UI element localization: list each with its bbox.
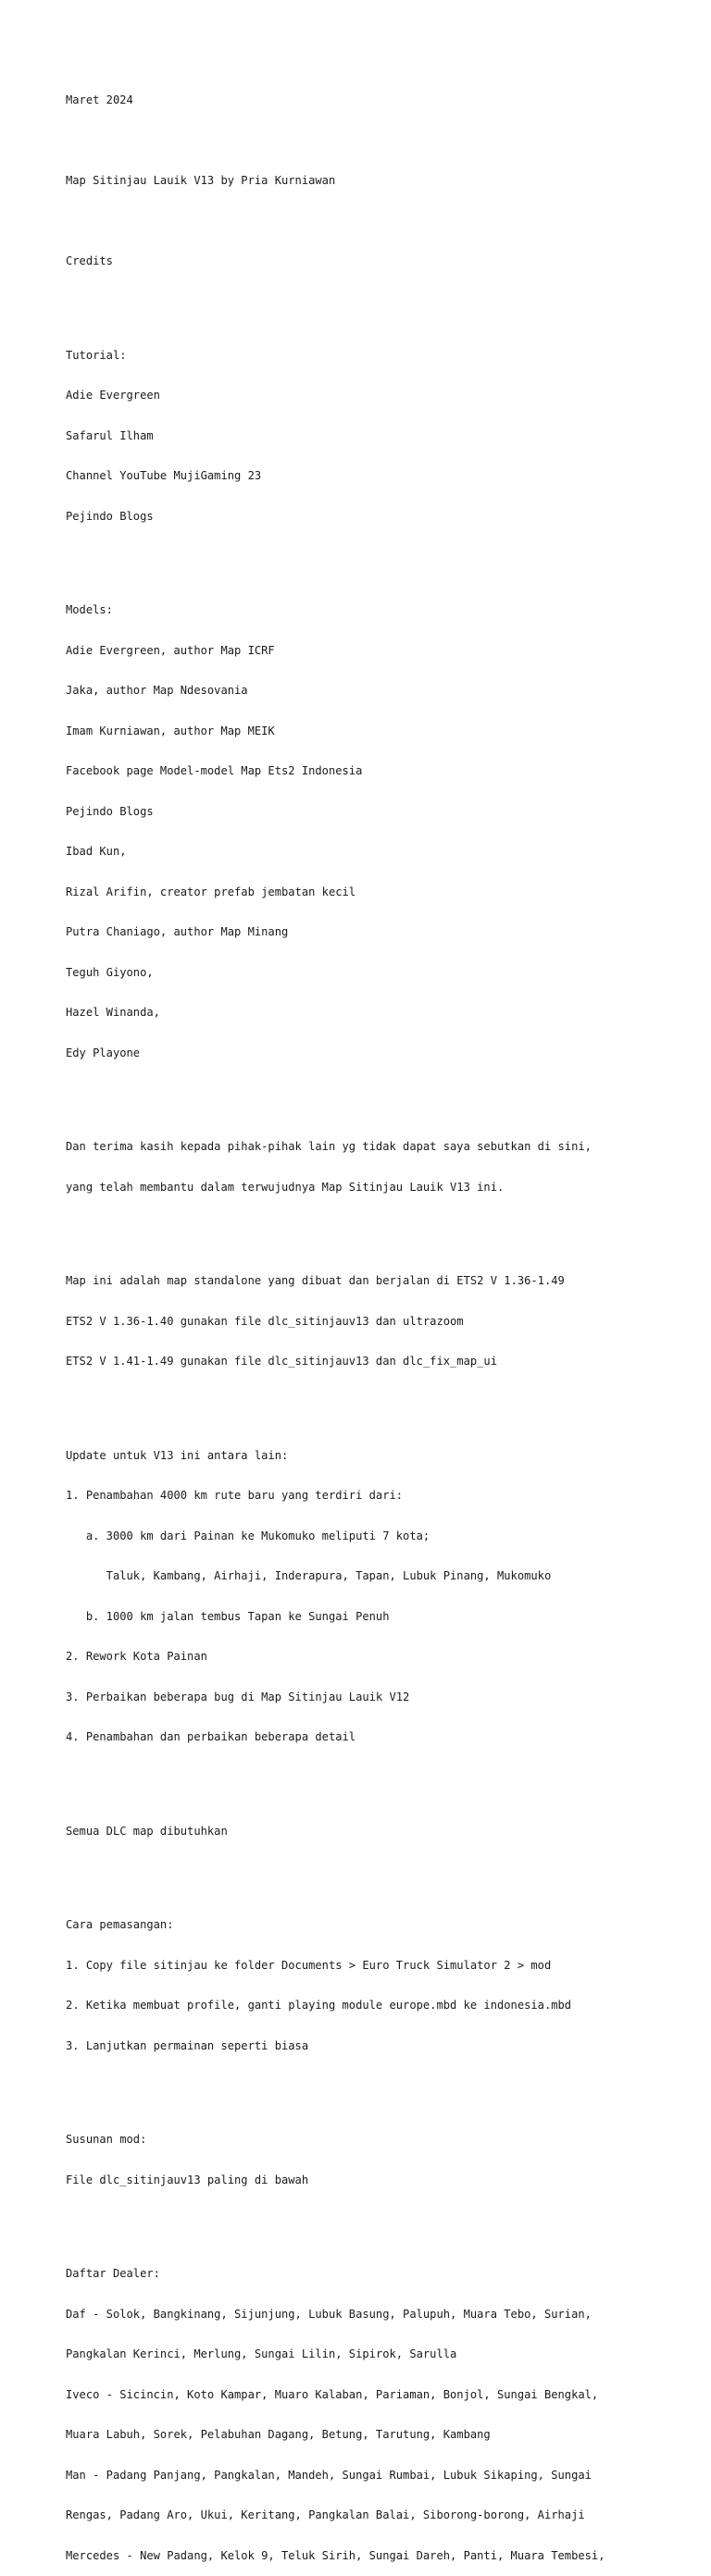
spacer: [66, 1771, 692, 1785]
dealer-line: Muara Labuh, Sorek, Pelabuhan Dagang, Betung, Tarutung, Kambang: [66, 2428, 491, 2441]
models-item: Edy Playone: [66, 1046, 141, 1059]
update-line: 1. Penambahan 4000 km rute baru yang terdiri dari:: [66, 1489, 404, 1502]
models-item: Jaka, author Map Ndesovania: [66, 684, 248, 697]
spacer: [66, 215, 692, 229]
update-line: 2. Rework Kota Painan: [66, 1650, 207, 1663]
compat-line: ETS2 V 1.36-1.40 gunakan file dlc_sitinjauv13 dan ultrazoom: [66, 1314, 464, 1328]
document-body: [66, 67, 692, 2576]
dealer-line: Rengas, Padang Aro, Ukui, Keritang, Pangkalan Balai, Siborong-borong, Airhaji: [66, 2508, 585, 2521]
spacer: [66, 1220, 692, 1234]
spacer: [66, 295, 692, 309]
tutorial-heading: Tutorial:: [66, 348, 127, 362]
spacer: [66, 1086, 692, 1100]
install-line: 3. Lanjutkan permainan seperti biasa: [66, 2038, 309, 2052]
spacer: [66, 2079, 692, 2093]
install-line: 1. Copy file sitinjau ke folder Documents > Euro Truck Simulator 2 > mod: [66, 1958, 552, 1972]
update-line: 3. Perbaikan beberapa bug di Map Sitinjau Lauik V12: [66, 1690, 410, 1703]
models-item: Rizal Arifin, creator prefab jembatan kecil: [66, 885, 356, 898]
models-item: Ibad Kun,: [66, 845, 127, 858]
spacer: [66, 1864, 692, 1878]
update-line: b. 1000 km jalan tembus Tapan ke Sungai Penuh: [66, 1609, 390, 1623]
models-item: Imam Kurniawan, author Map MEIK: [66, 724, 275, 737]
models-heading: Models:: [66, 603, 113, 616]
spacer: [66, 2213, 692, 2227]
dealer-line: Iveco - Sicincin, Koto Kampar, Muaro Kalaban, Pariaman, Bonjol, Sungai Bengkal,: [66, 2387, 599, 2401]
compat-line: ETS2 V 1.41-1.49 gunakan file dlc_sitinjauv13 dan dlc_fix_map_ui: [66, 1355, 497, 1368]
update-heading: Update untuk V13 ini antara lain:: [66, 1448, 289, 1462]
dealer-line: Pangkalan Kerinci, Merlung, Sungai Lilin, Sipirok, Sarulla: [66, 2347, 457, 2360]
document-title: Map Sitinjau Lauik V13 by Pria Kurniawan: [66, 174, 336, 187]
spacer: [66, 134, 692, 148]
install-heading: Cara pemasangan:: [66, 1918, 174, 1931]
spacer: [66, 550, 692, 564]
compat-line: Map ini adalah map standalone yang dibuat dan berjalan di ETS2 V 1.36-1.49: [66, 1274, 565, 1287]
models-item: Putra Chaniago, author Map Minang: [66, 925, 289, 938]
tutorial-item: Channel YouTube MujiGaming 23: [66, 469, 262, 482]
update-line: Taluk, Kambang, Airhaji, Inderapura, Tapan, Lubuk Pinang, Mukomuko: [66, 1569, 552, 1582]
models-item: Facebook page Model-model Map Ets2 Indonesia: [66, 764, 363, 777]
dealer-line: Man - Padang Panjang, Pangkalan, Mandeh, Sungai Rumbai, Lubuk Sikaping, Sungai: [66, 2468, 592, 2482]
models-item: Teguh Giyono,: [66, 965, 154, 979]
credits-heading: Credits: [66, 254, 113, 267]
update-line: a. 3000 km dari Painan ke Mukomuko meliputi 7 kota;: [66, 1529, 430, 1542]
dealers-heading: Daftar Dealer:: [66, 2267, 160, 2280]
update-line: 4. Penambahan dan perbaikan beberapa detail: [66, 1730, 356, 1743]
thanks-line: Dan terima kasih kepada pihak-pihak lain yg tidak dapat saya sebutkan di sini,: [66, 1140, 592, 1153]
tutorial-item: Adie Evergreen: [66, 389, 160, 402]
tutorial-item: Pejindo Blogs: [66, 509, 154, 523]
mod-order-heading: Susunan mod:: [66, 2133, 147, 2146]
install-line: 2. Ketika membuat profile, ganti playing module europe.mbd ke indonesia.mbd: [66, 1999, 572, 2012]
dealer-line: Mercedes - New Padang, Kelok 9, Teluk Sirih, Sungai Dareh, Panti, Muara Tembesi,: [66, 2548, 605, 2562]
thanks-line: yang telah membantu dalam terwujudnya Map Sitinjau Lauik V13 ini.: [66, 1180, 505, 1194]
document-date: Maret 2024: [66, 93, 133, 106]
dealer-line: Daf - Solok, Bangkinang, Sijunjung, Lubuk Basung, Palupuh, Muara Tebo, Surian,: [66, 2307, 592, 2321]
mod-order-text: File dlc_sitinjauv13 paling di bawah: [66, 2173, 309, 2186]
models-item: Adie Evergreen, author Map ICRF: [66, 643, 275, 657]
spacer: [66, 1395, 692, 1409]
dlc-note: Semua DLC map dibutuhkan: [66, 1824, 228, 1838]
tutorial-item: Safarul Ilham: [66, 428, 154, 442]
models-item: Pejindo Blogs: [66, 804, 154, 818]
models-item: Hazel Winanda,: [66, 1006, 160, 1019]
